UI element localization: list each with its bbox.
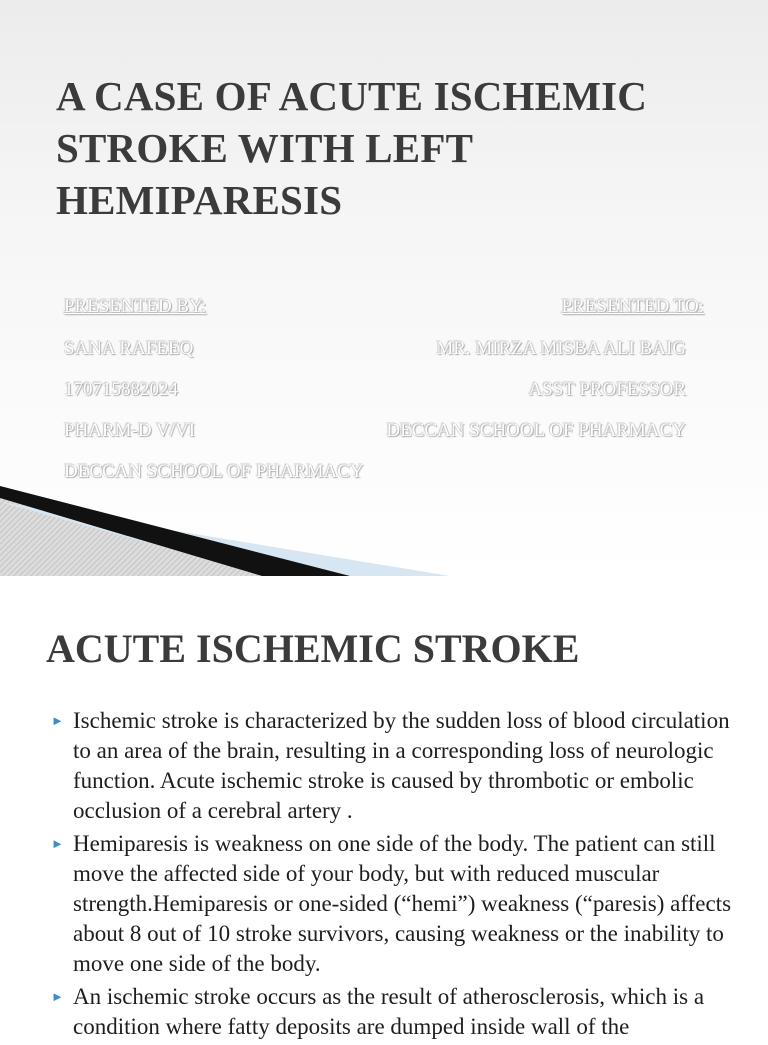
presented-by-heading: PRESENTED BY:	[64, 296, 207, 317]
decorative-stripe	[0, 476, 768, 576]
presenter-school: DECCAN SCHOOL OF PHARMACY	[64, 461, 364, 482]
bullet-text: Hemiparesis is weakness on one side of the body. The patient can still move the affected side of your body, but with reduced muscular strength.Hemiparesis or one-sided (“hemi”) weakness (“paresis) affects about 8 out of 10 stroke survivors, causing weakness or the inability to move one side of the body.	[73, 831, 732, 976]
bullet-text: An ischemic stroke occurs as the result of atherosclerosis, which is a condition where fatty deposits are dumped inside wall of the	[73, 984, 705, 1039]
list-item	[50, 829, 740, 979]
triangle-bullet-icon: ►	[51, 989, 64, 1004]
list-item	[50, 706, 740, 826]
slide-title: A CASE OF ACUTE ISCHEMIC STROKE WITH LEFT HEMIPARESIS	[56, 73, 648, 223]
triangle-bullet-icon: ►	[51, 713, 64, 728]
recipient-name: MR. MIRZA MISBA ALI BAIG	[436, 338, 686, 359]
bullet-text: Ischemic stroke is characterized by the sudden loss of blood circulation to an area of the brain, resulting in a corresponding loss of neurologic function. Acute ischemic stroke is caused by thrombotic or embolic occlusion of a cerebral artery .	[73, 708, 730, 823]
presented-to-heading: PRESENTED TO:	[561, 296, 704, 317]
presenter-id: 170715882024	[64, 379, 178, 400]
list-item	[50, 982, 740, 1042]
content-slide	[0, 576, 768, 1039]
presenter-course: PHARM-D V/VI	[64, 420, 196, 441]
recipient-school: DECCAN SCHOOL OF PHARMACY	[386, 420, 686, 441]
presenter-name: SANA RAFEEQ	[64, 338, 194, 359]
recipient-title: ASST PROFESSOR	[528, 379, 686, 400]
triangle-bullet-icon: ►	[51, 836, 64, 851]
content-heading: ACUTE ISCHEMIC STROKE	[46, 626, 580, 671]
bullet-list	[50, 706, 740, 1045]
